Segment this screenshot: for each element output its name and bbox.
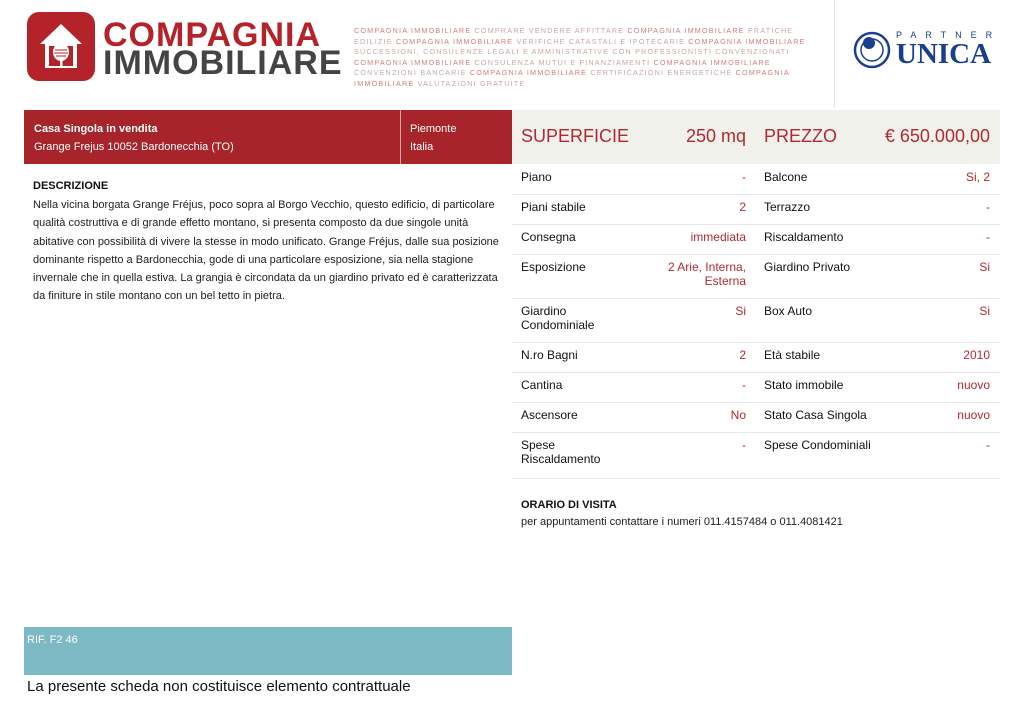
- spec-label: Riscaldamento: [764, 230, 844, 244]
- description-text: Nella vicina borgata Grange Fréjus, poco sopra al Borgo Vecchio, questo edificio, di particolare qualità costruttiva e di grande effetto montano, si presenta composto da due singole unità abitative con possibilità di vivere la stesse in modo unificato. Grange Fréjus, dalle sua posizione dominante rispetto a Bardonecchia, gode di una particolare esposizione, sia nella stagione invernale che in quella estiva. La grangia è circondata da un giardino privato ed è caratterizzata da finiture in stile montano con un bel tetto in pietra.: [33, 199, 499, 303]
- spec-value: -: [742, 170, 746, 184]
- spec-label: Giardino Privato: [764, 260, 851, 274]
- spec-row: [512, 194, 1000, 225]
- listing-country: Italia: [410, 141, 434, 153]
- spec-row: [512, 432, 1000, 479]
- tagline-brand-segment: COMPAGNIA IMMOBILIARE: [469, 68, 591, 78]
- spec-label: Consegna: [521, 230, 576, 244]
- spec-row: [512, 254, 1000, 299]
- spec-label: Cantina: [521, 378, 563, 392]
- brand-name-line1: COMPAGNIA: [103, 16, 322, 54]
- spec-label: Ascensore: [521, 408, 578, 422]
- spec-label: Piani stabile: [521, 200, 586, 214]
- tagline-service-segment: CONVENZIONI BANCARIE: [354, 68, 470, 78]
- prezzo-value: € 650.000,00: [884, 126, 990, 146]
- spec-label: Spese Riscaldamento: [521, 438, 601, 466]
- spec-label: Box Auto: [764, 304, 813, 318]
- spec-label: Stato Casa Singola: [764, 408, 867, 422]
- spec-label: Terrazzo: [764, 200, 811, 214]
- tagline-brand-segment: COMPAGNIA IMMOBILIARE: [354, 57, 475, 67]
- listing-header: [24, 110, 512, 164]
- house-tree-logo-icon: [38, 22, 84, 72]
- spec-value: No: [730, 408, 746, 422]
- reference-box: [24, 627, 512, 675]
- tagline-brand-segment: COMPAGNIA IMMOBILIARE: [354, 26, 475, 35]
- tagline-brand-segment: COMPAGNIA IMMOBILIARE: [354, 68, 790, 88]
- spec-value: 2: [739, 200, 746, 214]
- spec-row: [512, 164, 1000, 195]
- spec-value: immediata: [690, 230, 746, 244]
- superficie-value: 250 mq: [685, 126, 746, 146]
- spec-value: nuovo: [957, 378, 990, 392]
- tagline-service-segment: SUCCESSIONI, CONSULENZE LEGALI E AMMINISTRATIVE CON PROFESSIONISTI CONVENZIONATI: [354, 47, 790, 57]
- tagline-brand-segment: COMPAGNIA IMMOBILIARE: [395, 36, 517, 46]
- header-divider: [834, 0, 835, 108]
- orario-text: per appuntamenti contattare i numeri 011.4157484 o 011.4081421: [521, 516, 843, 528]
- brand-name-line2: IMMOBILIARE: [103, 44, 343, 82]
- listing-title: Casa Singola in vendita: [34, 123, 158, 135]
- spec-label: Stato immobile: [764, 378, 844, 392]
- partner-label: PARTNER: [896, 30, 1002, 40]
- spec-value: -: [986, 230, 990, 244]
- spec-value: Si: [979, 304, 990, 318]
- spec-row: [512, 402, 1000, 433]
- spec-row: [512, 342, 1000, 373]
- spec-value: nuovo: [957, 408, 990, 422]
- spec-value: 2 Arie, Interna, Esterna: [667, 260, 746, 288]
- listing-region: Piemonte: [410, 123, 457, 135]
- spec-value: 2: [739, 348, 746, 362]
- reference-code: RIF. F2 46: [27, 634, 78, 646]
- spec-value: -: [742, 438, 746, 452]
- spec-value: -: [986, 200, 990, 214]
- tagline-brand-segment: COMPAGNIA IMMOBILIARE: [653, 57, 771, 67]
- prezzo-label: PREZZO: [764, 126, 838, 146]
- spec-row: [512, 298, 1000, 343]
- partner-name: UNICA: [896, 38, 992, 70]
- listing-address: Grange Frejus 10052 Bardonecchia (TO): [34, 141, 234, 153]
- spec-label: Piano: [521, 170, 552, 184]
- spec-value: -: [986, 438, 990, 452]
- listing-header-separator: [400, 110, 401, 164]
- spec-label: Giardino Condominiale: [521, 304, 595, 332]
- orario-title: ORARIO DI VISITA: [521, 499, 617, 511]
- spec-row: [512, 372, 1000, 403]
- superficie-label: SUPERFICIE: [521, 126, 630, 146]
- tagline-service-segment: VALUTAZIONI GRATUITE: [417, 78, 526, 88]
- tagline-service-segment: PRATICHE EDILIZIE: [354, 26, 794, 46]
- footer-disclaimer: La presente scheda non costituisce elemento contrattuale: [27, 678, 411, 695]
- tagline-service-segment: VERIFICHE CATASTALI E IPOTECARIE: [516, 36, 689, 46]
- spec-label: Esposizione: [521, 260, 586, 274]
- spec-value: Si: [979, 260, 990, 274]
- spec-label: Età stabile: [764, 348, 821, 362]
- spec-value: -: [742, 378, 746, 392]
- spec-value: Si: [735, 304, 746, 318]
- tagline-brand-segment: COMPAGNIA IMMOBILIARE: [688, 36, 806, 46]
- spec-label: Spese Condominiali: [764, 438, 871, 452]
- spec-value: 2010: [963, 348, 990, 362]
- description-title: DESCRIZIONE: [33, 180, 109, 192]
- tagline-service-segment: COMPRARE VENDERE AFFITTARE: [474, 26, 628, 35]
- tagline-brand-segment: COMPAGNIA IMMOBILIARE: [627, 26, 748, 35]
- spec-row: [512, 224, 1000, 255]
- spec-value: Si, 2: [965, 170, 990, 184]
- spec-label: Balcone: [764, 170, 808, 184]
- spec-label: N.ro Bagni: [521, 348, 578, 362]
- tagline-service-segment: CONSULENZA MUTUI E FINANZIAMENTI: [474, 57, 654, 67]
- tagline-service-segment: CERTIFICAZIONI ENERGETICHE: [590, 68, 736, 78]
- services-tagline: [354, 26, 812, 90]
- unica-globe-icon: [852, 30, 892, 70]
